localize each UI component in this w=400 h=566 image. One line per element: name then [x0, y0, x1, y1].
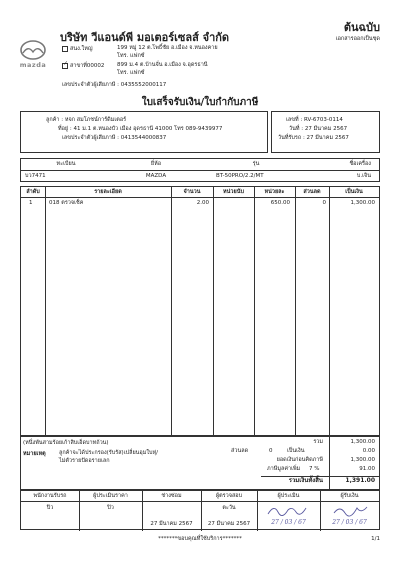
- head-office-address-2: โทร. แฟกซ์: [117, 53, 145, 59]
- cashier-handwritten-date: 27 / 03 / 67: [332, 519, 367, 526]
- total-value: 1,300.00: [350, 439, 375, 445]
- vehicle-header-model: รุ่น: [252, 161, 260, 167]
- customer-name: ลูกค้า : หจก สมโภชน์การ์ดิมเตอร์: [46, 117, 127, 123]
- company-logo: [14, 36, 52, 74]
- col-header-unit-price: หน่วยละ: [264, 189, 285, 195]
- copy-title: ต้นฉบับ: [343, 21, 380, 34]
- row-no: 1: [29, 200, 33, 206]
- document-info-box: [271, 111, 380, 153]
- document-title: ใบเสร็จรับเงิน/ใบกำกับภาษี: [141, 97, 259, 108]
- sig-header-cashier: ผู้รับเงิน: [340, 493, 359, 499]
- discount-label: ส่วนลด: [231, 448, 249, 454]
- grand-total-label: รวมเงินทั้งสิ้น: [288, 477, 323, 484]
- row-unit-price: 650.00: [270, 200, 290, 206]
- branch-checkbox[interactable]: [62, 60, 69, 69]
- note-line-1: ลูกค้าจะได้ประกรอง(รับรัส)เปลี่ยนอุมใบหุ่/: [59, 450, 159, 456]
- sig-date-inspector: 27 มีนาคม 2567: [207, 521, 251, 527]
- row-description: 018 ตรวจเช็ค: [49, 200, 84, 206]
- vat-value: 91.00: [359, 466, 375, 472]
- vehicle-receive-date: วันที่รับรถ : 27 มีนาคม 2567: [278, 135, 349, 141]
- sig-name-estimator: ปิว: [107, 505, 114, 511]
- discount-qty: 0: [269, 448, 273, 454]
- vehicle-engine: บ.เจิน: [356, 173, 371, 179]
- discount-unit: เป็นเงิน: [287, 448, 305, 454]
- logo-wordmark: mazda: [19, 61, 47, 69]
- document-date: วันที่ : 27 มีนาคม 2567: [289, 126, 348, 132]
- head-office-address-1: 199 หมู่ 12 ต.โพธิ์ชัย อ.เมือง จ.หนองคาย: [117, 45, 218, 51]
- sig-name-inspector: ตะวัน: [222, 505, 236, 511]
- sig-header-assessor: ผู้ประเมิน: [277, 493, 300, 499]
- head-office-checkbox[interactable]: [62, 46, 68, 52]
- vat-label: ภาษีมูลค่าเพิ่ม: [267, 466, 301, 472]
- vehicle-header-plate: ทะเบียน: [56, 161, 76, 167]
- vehicle-header-brand: ยี่ห้อ: [150, 161, 162, 167]
- vehicle-plate: บว7471: [25, 173, 46, 179]
- row-discount: 0: [322, 200, 326, 206]
- row-amount: 1,300.00: [350, 200, 375, 206]
- cashier-signature: [331, 502, 371, 518]
- col-header-amount: เป็นเงิน: [345, 189, 363, 195]
- amount-in-words: (หนึ่งพันสามร้อยเก้าสิบเอ็ดบาทถ้วน): [23, 440, 109, 446]
- document-number: เลขที่ : RV-6703-0114: [286, 117, 343, 123]
- head-office-label: สนง.ใหญ่: [70, 46, 93, 52]
- col-header-description: รายละเอียด: [94, 189, 122, 195]
- total-label: รวม: [313, 439, 323, 445]
- branch-label: สาขาที่00002: [70, 63, 105, 69]
- company-name: บริษัท วีแอนด์พี มอเตอร์เซลส์ จำกัด: [60, 31, 230, 44]
- items-table: [20, 186, 380, 436]
- col-header-discount: ส่วนลด: [303, 189, 321, 195]
- col-header-no: ลำดับ: [26, 189, 40, 195]
- sig-header-mechanic: ช่างซ่อม: [161, 493, 182, 499]
- branch-address-1: 899 ม.4 ต.บ้านจั่น อ.เมือง จ.อุดรธานี: [117, 62, 208, 68]
- note-line-2: ไม่ตัวรายปัดอรายเลก: [59, 458, 110, 464]
- sig-name-receiver: ปิว: [46, 505, 54, 511]
- note-label: หมายเหตุ: [23, 451, 46, 457]
- summary-box: [20, 436, 380, 490]
- col-header-unit: หน่วยนับ: [223, 189, 244, 195]
- sig-header-receiver: พนักงานรับรถ: [33, 493, 67, 499]
- customer-box: [20, 111, 268, 153]
- vehicle-info-table: [20, 158, 380, 182]
- sig-header-inspector: ผู้ตรวจสอบ: [215, 493, 243, 499]
- customer-address: ที่อยู่ : 41 ม.1 ต.หนองบัว เมือง อุดรธานี 41000 โทร 089-9439977: [58, 126, 223, 132]
- vehicle-brand: MAZDA: [145, 173, 167, 179]
- pre-tax-value: 1,300.00: [350, 457, 375, 463]
- vat-rate: 7 %: [309, 466, 320, 472]
- thank-you-note: *******ขอบคุณที่ใช้บริการ*******: [158, 536, 242, 542]
- discount-value: 0.00: [362, 448, 375, 454]
- sig-header-estimator: ผู้ประเมินราคา: [93, 493, 128, 499]
- signature-table: [20, 490, 380, 530]
- customer-tax-id: เลขประจำตัวผู้เสียภาษี : 0413544000837: [62, 135, 167, 141]
- company-tax-id: เลขประจำตัวผู้เสียภาษี : 0435552000117: [62, 82, 167, 88]
- row-quantity: 2.00: [196, 200, 209, 206]
- copy-subtitle: เอกสารออกเป็นชุด: [335, 36, 380, 42]
- page-number: 1/1: [371, 536, 380, 542]
- branch-address-2: โทร. แฟกซ์: [117, 70, 145, 76]
- sig-date-mechanic: 27 มีนาคม 2567: [150, 521, 193, 527]
- checkmark-icon: ✓: [63, 60, 69, 67]
- col-header-quantity: จำนวน: [183, 189, 201, 195]
- grand-total-value: 1,391.00: [345, 477, 375, 484]
- vehicle-header-engine: ชื่อเครื่อง: [349, 161, 371, 167]
- pre-tax-label: ยอดเงินก่อนคิดภาษี: [276, 457, 323, 463]
- assessor-handwritten-date: 27 / 03 / 67: [271, 519, 306, 526]
- vehicle-model: BT-50PRO/2.2/MT: [216, 173, 264, 179]
- assessor-signature: [266, 502, 312, 518]
